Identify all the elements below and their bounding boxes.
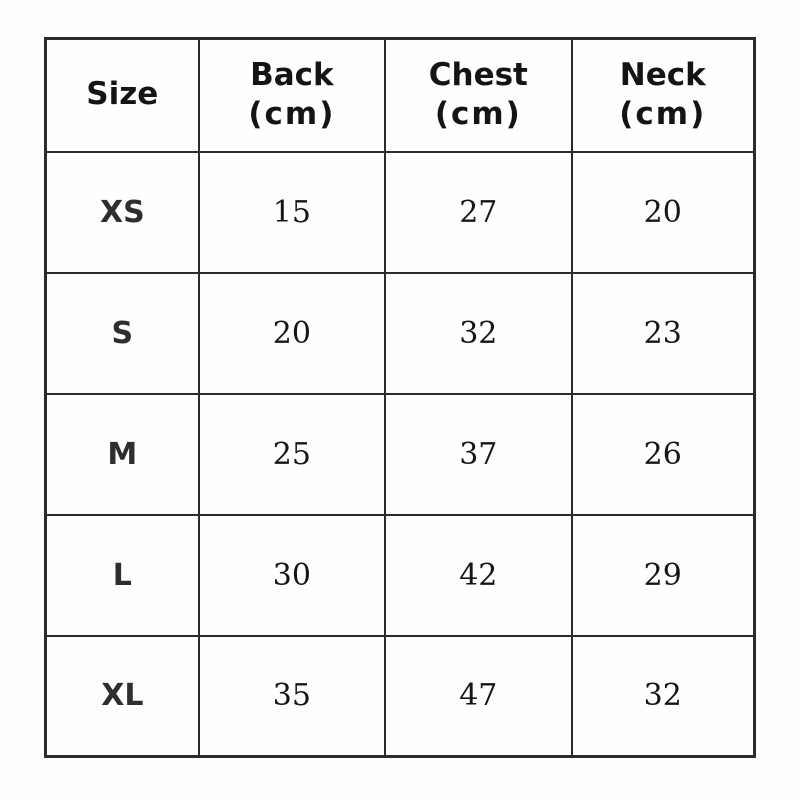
header-cell-neck [572, 39, 755, 152]
back-value-cell: 15 [199, 152, 385, 273]
header-neck-unit: (cm) [619, 96, 707, 133]
size-label-cell: L [46, 515, 199, 636]
header-back-unit: (cm) [248, 96, 336, 133]
size-label-cell: M [46, 394, 199, 515]
header-row [46, 39, 755, 152]
header-cell-size [46, 39, 199, 152]
chest-value-cell: 32 [385, 273, 571, 394]
header-neck-label: Neck [619, 56, 706, 93]
table-row-xs [46, 152, 755, 273]
size-chart-table [44, 37, 756, 758]
size-label-cell: XL [46, 636, 199, 757]
back-value-cell: 25 [199, 394, 385, 515]
neck-value-cell: 29 [572, 515, 755, 636]
header-cell-chest [385, 39, 571, 152]
size-label-cell: XS [46, 152, 199, 273]
chest-value-cell: 47 [385, 636, 571, 757]
header-back-label: Back [250, 56, 334, 93]
size-label-cell: S [46, 273, 199, 394]
header-cell-back [199, 39, 385, 152]
neck-value-cell: 32 [572, 636, 755, 757]
table-row-m [46, 394, 755, 515]
table-row-l [46, 515, 755, 636]
chest-value-cell: 27 [385, 152, 571, 273]
table-row-xl [46, 636, 755, 757]
header-size-label: Size [86, 76, 159, 113]
back-value-cell: 30 [199, 515, 385, 636]
table-row-s [46, 273, 755, 394]
header-chest-unit: (cm) [434, 96, 522, 133]
back-value-cell: 35 [199, 636, 385, 757]
neck-value-cell: 26 [572, 394, 755, 515]
header-chest-label: Chest [428, 56, 528, 93]
back-value-cell: 20 [199, 273, 385, 394]
chest-value-cell: 42 [385, 515, 571, 636]
neck-value-cell: 23 [572, 273, 755, 394]
chest-value-cell: 37 [385, 394, 571, 515]
neck-value-cell: 20 [572, 152, 755, 273]
